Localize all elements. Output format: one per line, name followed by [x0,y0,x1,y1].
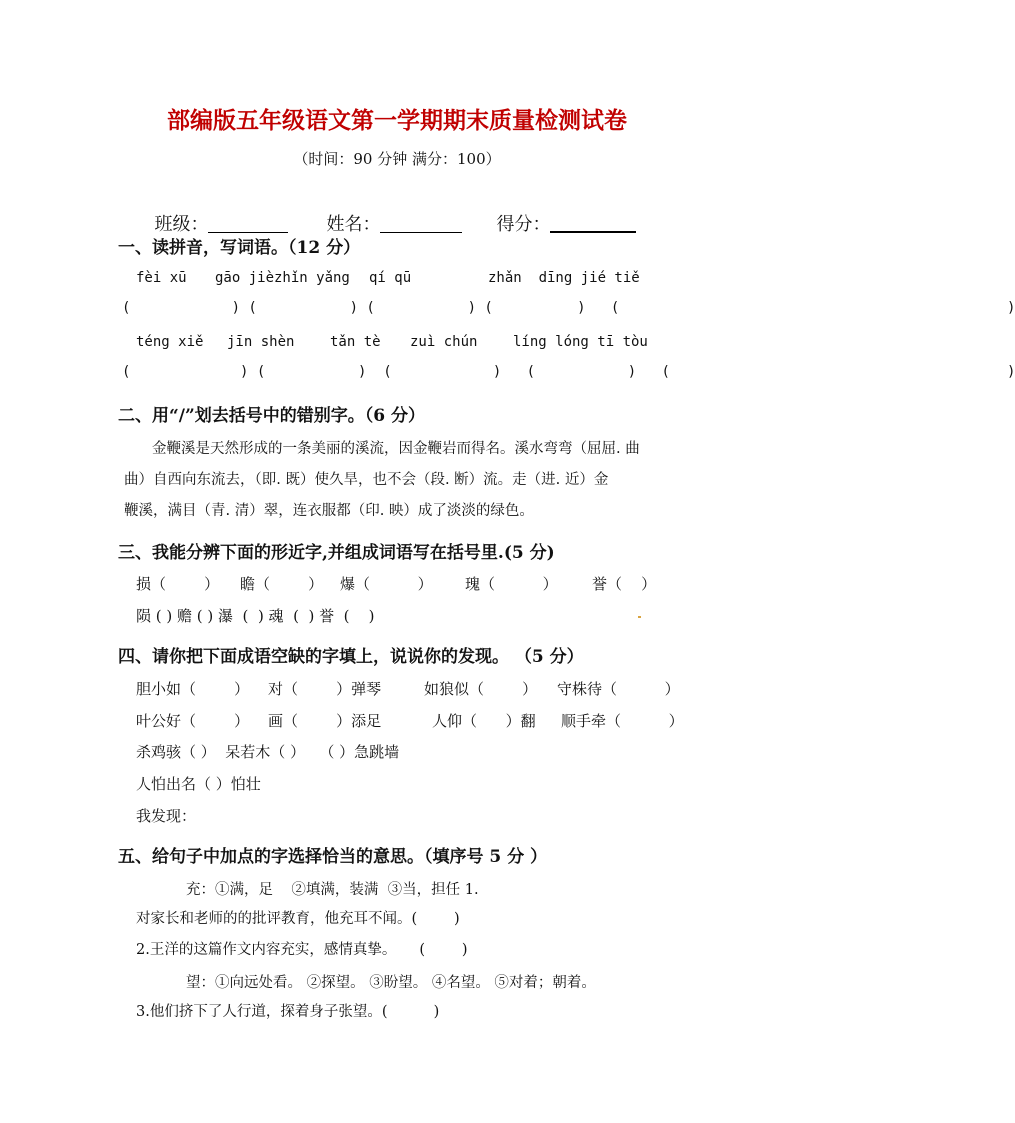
pinyin-3: qí qū [369,270,412,286]
name-field [315,189,462,236]
idiom-item[interactable]: 对（ ）弹琴 [268,680,382,698]
idiom-item[interactable]: 叶公好（ ） [136,712,250,730]
question-2[interactable]: 2.王洋的这篇作文内容充实，感情真挚。 ( ) [136,942,468,958]
meaning-line-1: 充：①满，足 ②填满，装满 ③当，担任 1. [186,882,479,898]
pinyin-5: téng xiě [136,334,204,350]
name-label: 姓名： [326,214,381,235]
idiom-item[interactable]: 如狼似（ ） [424,680,538,698]
char-item[interactable]: 誉（ ） [592,575,657,593]
class-label: 班级： [154,214,209,235]
idiom-item[interactable]: 人仰（ ）翻 [432,712,536,730]
exam-title: 部编版五年级语文第一学期期末质量检测试卷 [167,107,627,134]
section-5-heading: 五、给句子中加点的字选择恰当的意思。（填序号 5 分 ） [118,847,548,867]
idiom-item[interactable]: 胆小如（ ） [136,680,250,698]
score-field [485,189,636,236]
exam-subtitle: （时间：90 分钟 满分：100） [293,150,501,168]
pinyin-1: fèi xū [136,270,187,286]
paragraph-line-2: 曲）自西向东流去，（即. 既）使久旱，也不会（段. 断）流。走（进. 近）金 [124,472,609,488]
paragraph-line-3: 鞭溪，满目（青. 清）翠，连衣服都（印. 映）成了淡淡的绿色。 [124,503,534,519]
char-item[interactable]: 瑰（ ） [465,575,558,593]
meaning-line-2: 望：①向远处看。 ②探望。 ③盼望。 ④名望。 ⑤对着；朝着。 [186,975,596,991]
idiom-row-4[interactable]: 人怕出名（ ）怕壮 [136,775,261,793]
pinyin-4: zhǎn dīng jié tiě [488,270,640,286]
pinyin-6: jīn shèn [227,334,295,350]
idiom-item[interactable]: 守株待（ ） [557,680,680,698]
question-3[interactable]: 3.他们挤下了人行道，探着身子张望。( ) [136,1004,440,1020]
answer-blanks-row-2[interactable]: ( ) ( ) ( ) ( ) ( ) [122,364,1015,380]
pinyin-7: tǎn tè [330,334,381,350]
pinyin-8: zuì chún [410,334,478,350]
question-1[interactable]: 对家长和老师的的批评教育，他充耳不闻。( ) [136,911,460,927]
name-blank[interactable] [380,214,462,233]
idiom-item[interactable]: 顺手牵（ ） [561,712,684,730]
score-label: 得分： [496,214,551,235]
char-item[interactable]: 爆（ ） [340,575,433,593]
char-row-2[interactable]: 陨 ( ) 赡 ( ) 瀑 ( ) 魂 ( ) 誉 ( ) [136,607,375,625]
char-item[interactable]: 瞻（ ） [240,575,324,593]
pinyin-9: líng lóng tī tòu [513,334,648,350]
section-4-heading: 四、请你把下面成语空缺的字填上，说说你的发现。 （5 分） [118,647,584,667]
pinyin-2: gāo jièzhǐn yǎng [215,270,350,286]
section-3-heading: 三、我能分辨下面的形近字,并组成词语写在括号里.(5 分) [118,543,555,563]
class-field [143,189,288,236]
class-blank[interactable] [208,214,288,233]
idiom-row-3[interactable]: 杀鸡骇（ ） 呆若木（ ） （ ）急跳墙 [136,743,400,761]
paragraph-line-1: 金鞭溪是天然形成的一条美丽的溪流，因金鞭岩而得名。溪水弯弯（屈屈. 曲 [152,441,640,457]
idiom-item[interactable]: 画（ ）添足 [268,712,382,730]
section-2-heading: 二、用“/”划去括号中的错别字。（6 分） [118,406,426,426]
section-1-heading: 一、读拼音，写词语。（12 分） [118,238,361,258]
score-blank[interactable] [550,213,636,233]
answer-blanks-row-1[interactable]: ( ) ( ) ( ) ( ) ( ) [122,300,1015,316]
stray-mark [638,616,641,618]
discovery-label[interactable]: 我发现： [136,807,197,825]
char-item[interactable]: 损（ ） [136,575,220,593]
